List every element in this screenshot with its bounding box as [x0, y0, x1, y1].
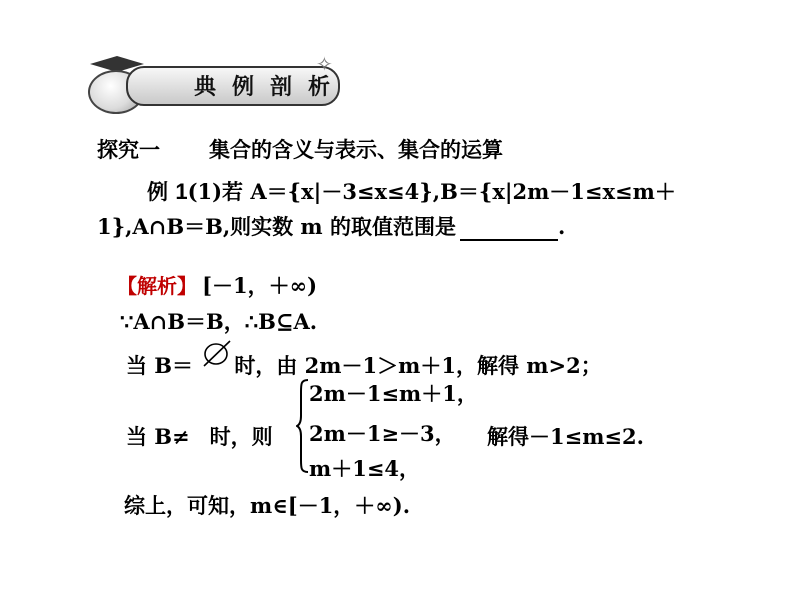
example-line-2-text: 1},A∩B＝B,则实数 m 的取值范围是 [97, 214, 456, 239]
solution-line-2-b: 时，由 2m－1＞m＋1，解得 m>2； [234, 353, 602, 378]
heading-left: 探究一 [97, 137, 160, 162]
section-banner [82, 52, 347, 110]
example-label: 例 [147, 179, 168, 204]
heading-right: 集合的含义与表示、集合的运算 [209, 137, 503, 162]
solution-line-5: 综上，可知，m∈[－1，＋∞). [124, 493, 411, 518]
sparkle-icon: ✧ [316, 52, 333, 76]
solution-line-1: ∵A∩B＝B，∴B⊆A. [120, 309, 318, 334]
solution-line-2-a: 当 B＝ [126, 353, 194, 378]
solution-line-3 [126, 421, 273, 451]
empty-set-icon [200, 339, 234, 372]
solution-tag-line [117, 270, 317, 300]
answer-blank[interactable] [460, 219, 558, 241]
solution-line-3-a: 当 B≠ [126, 424, 190, 449]
system-result: 解得－1≤m≤2. [487, 424, 644, 449]
banner-title: 典例剖析 [194, 74, 347, 100]
system-line-1: 2m－1≤m＋1， [309, 381, 478, 406]
example-line-2 [97, 211, 565, 241]
solution-line-2 [126, 345, 602, 380]
solution-line-3-b: 时，则 [209, 424, 273, 449]
example-line-1 [147, 176, 676, 206]
example-number: 1 [175, 179, 188, 204]
system-line-3: m＋1≤4， [309, 456, 421, 481]
example-line-2-end: . [557, 214, 566, 239]
example-line-1-text: (1)若 A＝{x|－3≤x≤4},B＝{x|2m－1≤x≤m＋ [187, 179, 676, 204]
solution-tag: 【解析】 [117, 274, 197, 298]
left-brace-icon [296, 378, 310, 474]
solution-answer: [－1，＋∞) [202, 273, 318, 298]
system-line-2: 2m－1≥－3， [309, 421, 456, 446]
